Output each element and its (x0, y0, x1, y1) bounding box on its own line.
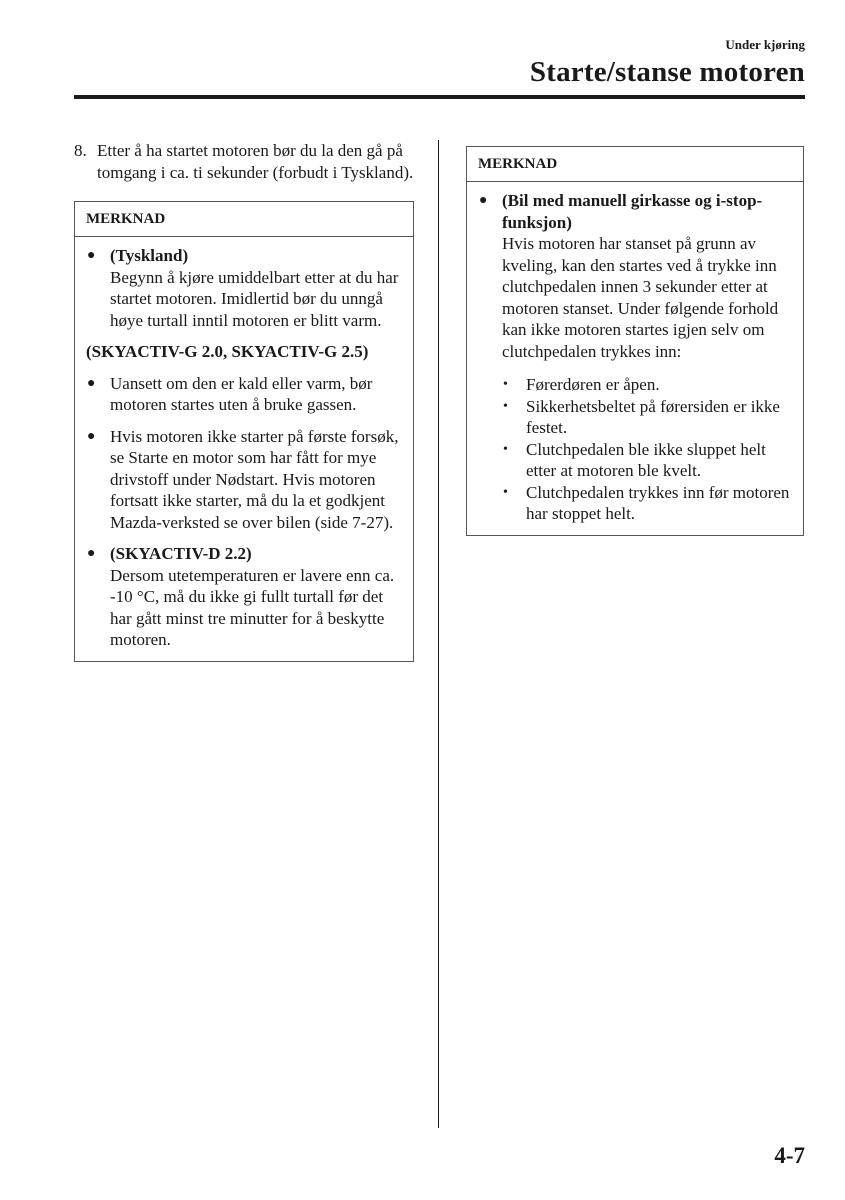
note-item-germany (86, 245, 402, 331)
step-8 (74, 140, 414, 184)
bullet-icon: ● (87, 375, 96, 391)
bullet-icon: • (503, 441, 508, 457)
note-box-right (466, 146, 804, 536)
column-divider (438, 140, 439, 1128)
bullet-icon: ● (87, 248, 96, 263)
note-item-text: Hvis motoren har stanset på grunn av kveling, kan den startes ved å trykke inn clutchpedalen innen 3 sekunder etter at motoren stanset. Under følgende forhold kan ikke motoren startes igjen selv om clutchpedalen trykkes inn: (502, 234, 779, 361)
bullet-icon: ● (479, 193, 488, 208)
list-item-text: Clutchpedalen trykkes inn før motoren har stoppet helt. (526, 482, 790, 523)
note-item-text: Hvis motoren ikke starter på første forsøk, se Starte en motor som har fått for mye drivstoff under Nødstart. Hvis motoren fortsatt ikke starter, må du la et godkjent Mazda-verksted se over bilen (side 7-27). (110, 426, 399, 532)
bullet-icon: ● (87, 428, 96, 444)
bullet-icon: ● (87, 546, 96, 561)
note-heading: MERKNAD (467, 147, 803, 182)
page-number: 4-7 (774, 1143, 805, 1168)
step-number: 8. (74, 141, 87, 160)
note-item-title: (SKYACTIV-D 2.2) (110, 544, 252, 563)
list-item-text: Førerdøren er åpen. (526, 375, 660, 394)
bullet-icon: • (503, 377, 508, 392)
note-item-cold-warm (86, 373, 402, 416)
conditions-list (502, 374, 792, 525)
section-label: Under kjøring (725, 37, 805, 52)
page-title: Starte/stanse motoren (529, 56, 805, 88)
note-body (75, 237, 413, 661)
note-item-text: Begynn å kjøre umiddelbart etter at du har startet motoren. Imidlertid bør du unngå høye turtall inntil motoren er blitt varm. (110, 267, 399, 330)
note-item-text: Dersom utetemperaturen er lavere enn ca. -10 °C, må du ikke gi fullt turtall før det har gått minst tre minutter for å beskytte motoren. (110, 565, 395, 649)
note-item-manual-istop (478, 190, 792, 525)
step-text: Etter å ha startet motoren bør du la den gå på tomgang i ca. ti sekunder (forbudt i Tyskland). (97, 141, 414, 182)
note-item-no-start (86, 426, 402, 534)
bullet-icon: • (503, 484, 508, 500)
left-column (74, 140, 414, 662)
right-column (466, 146, 804, 536)
title-rule (74, 95, 805, 99)
note-item-diesel (86, 543, 402, 651)
note-subheading: (SKYACTIV-G 2.0, SKYACTIV-G 2.5) (86, 342, 369, 361)
note-item-title: (Bil med manuell girkasse og i-stop-funksjon) (502, 191, 763, 232)
note-item-title: (Tyskland) (110, 246, 189, 265)
list-item-text: Clutchpedalen ble ikke sluppet helt etter at motoren ble kvelt. (526, 439, 766, 480)
list-item (502, 439, 792, 482)
note-item-text: Uansett om den er kald eller varm, bør motoren startes uten å bruke gassen. (110, 373, 373, 414)
note-box-left (74, 201, 414, 662)
bullet-icon: • (503, 398, 508, 414)
note-heading: MERKNAD (75, 202, 413, 237)
list-item (502, 396, 792, 439)
list-item (502, 482, 792, 525)
note-body (467, 182, 803, 535)
list-item (502, 374, 792, 396)
list-item-text: Sikkerhetsbeltet på førersiden er ikke festet. (526, 396, 780, 437)
